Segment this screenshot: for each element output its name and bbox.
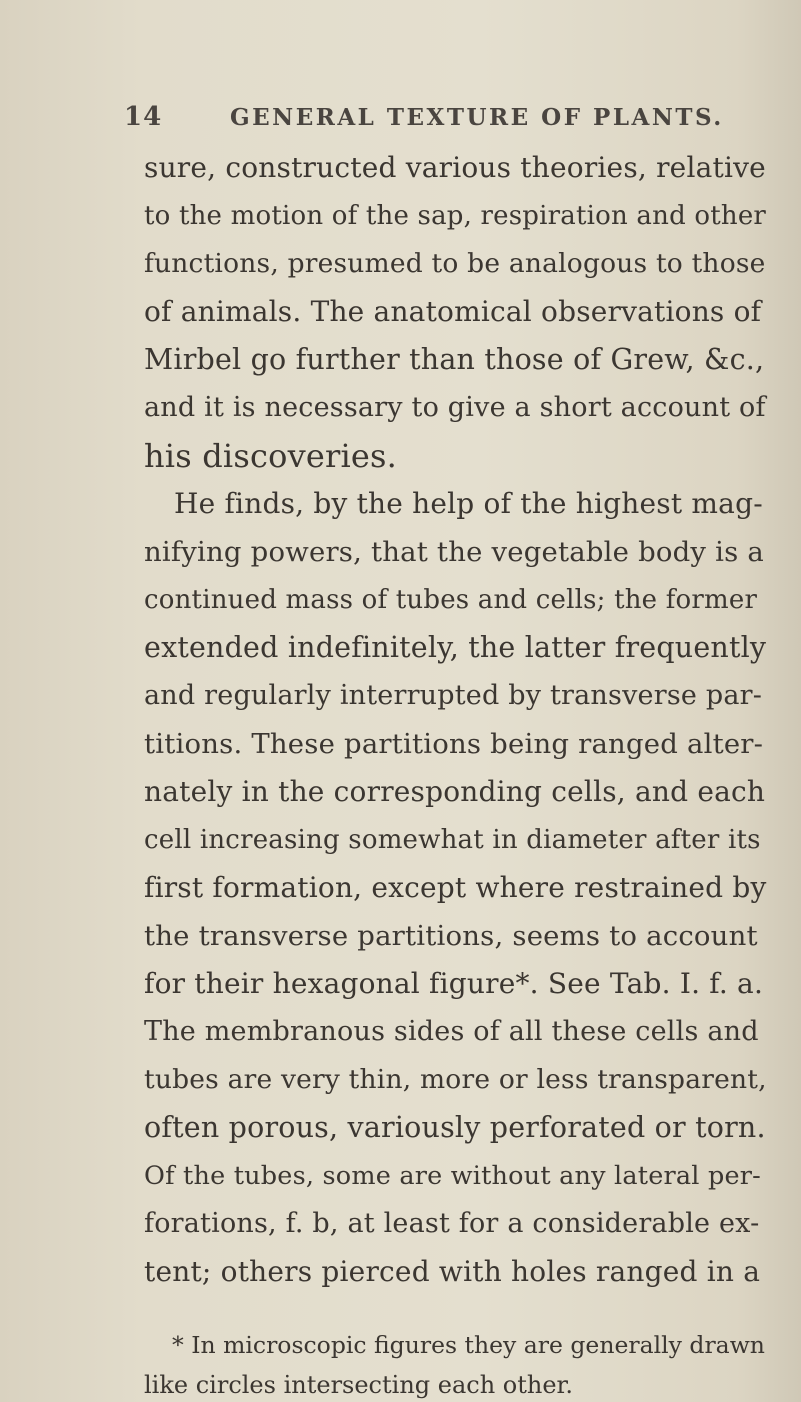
text-line: his discoveries.	[144, 437, 398, 475]
text-line: of animals. The anatomical observations of	[144, 295, 762, 328]
text-line: tent; others pierced with holes ranged in a	[144, 1255, 761, 1288]
footnote-line: * In microscopic figures they are generally drawn	[172, 1331, 765, 1359]
text-line: often porous, variously perforated or torn.	[144, 1111, 766, 1144]
text-line: sure, constructed various theories, relative	[144, 151, 766, 184]
text-line: forations, f. b, at least for a considerable ex-	[144, 1208, 760, 1239]
text-line: to the motion of the sap, respiration and other	[144, 201, 767, 231]
text-line: Of the tubes, some are without any lateral per-	[144, 1161, 761, 1191]
text-line: and it is necessary to give a short account of	[144, 392, 766, 423]
text-line: titions. These partitions being ranged alter-	[144, 728, 764, 760]
text-line: The membranous sides of all these cells and	[144, 1016, 759, 1047]
page-number: 14	[124, 102, 163, 132]
text-line: first formation, except where restrained by	[144, 871, 767, 904]
text-line: nately in the corresponding cells, and each	[144, 775, 766, 808]
text-line: cell increasing somewhat in diameter after its	[144, 825, 761, 855]
footnote-line: like circles intersecting each other.	[144, 1371, 574, 1399]
page-header	[124, 102, 764, 142]
text-line: He finds, by the help of the highest mag-	[174, 487, 763, 520]
text-line: tubes are very thin, more or less transparent,	[144, 1064, 767, 1095]
text-line: for their hexagonal figure*. See Tab. I. f. a.	[144, 967, 764, 1000]
text-line: Mirbel go further than those of Grew, &c.,	[144, 343, 765, 376]
text-line: and regularly interrupted by transverse par-	[144, 680, 763, 711]
text-line: continued mass of tubes and cells; the former	[144, 585, 758, 615]
running-title: GENERAL TEXTURE OF PLANTS.	[230, 104, 724, 131]
text-line: functions, presumed to be analogous to those	[144, 248, 766, 279]
text-line: extended indefinitely, the latter frequently	[144, 631, 767, 664]
text-line: nifying powers, that the vegetable body is a	[144, 536, 764, 568]
text-line: the transverse partitions, seems to account	[144, 920, 758, 952]
